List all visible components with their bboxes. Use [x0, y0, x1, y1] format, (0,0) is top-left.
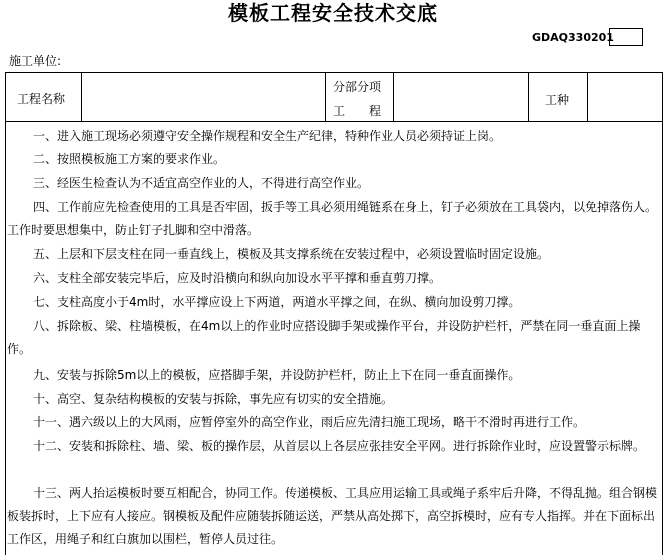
project-name-field[interactable] — [86, 74, 322, 120]
list-item: 三、经医生检查认为不适宜高空作业的人，不得进行高空作业。 — [33, 176, 370, 190]
header-table — [5, 72, 663, 122]
list-item: 七、支柱高度小于4m时，水平撑应设上下两道，两道水平撑之间，在纵、横向加设剪刀撑。 — [33, 295, 521, 309]
construction-unit-label: 施工单位: — [9, 54, 62, 68]
code-suffix-box[interactable] — [609, 28, 643, 46]
list-item: 五、上层和下层支柱在同一垂直线上，模板及其支撑系统在安装过程中，必须设置临时固定设施。 — [33, 247, 550, 261]
list-item: 一、进入施工现场必须遵守安全操作规程和安全生产纪律，特种作业人员必须持证上岗。 — [33, 129, 502, 143]
divider — [528, 73, 529, 121]
divider — [393, 73, 394, 121]
list-item: 四、工作前应先检查使用的工具是否牢固，扳手等工具必须用绳链系在身上，钉子必须放在工具袋内，以免掉落伤人。工作时要思想集中，防止钉子扎脚和空中滑落。 — [7, 200, 658, 237]
list-item: 十一、遇六级以上的大风雨，应暂停室外的高空作业，雨后应先清扫施工现场，略干不滑时再进行工作。 — [33, 415, 586, 429]
document-code: GDAQ330201 — [532, 31, 614, 44]
project-name-label: 工程名称 — [17, 92, 66, 106]
list-item: 六、支柱全部安装完毕后，应及时沿横向和纵向加设水平平撑和垂直剪刀撑。 — [33, 271, 442, 285]
document-title: 模板工程安全技术交底 — [228, 1, 438, 25]
divider — [587, 73, 588, 121]
list-item: 八、拆除板、梁、柱墙模板，在4m以上的作业时应搭设脚手架或操作平台，并设防护栏杆，严禁在同一垂直面上操作。 — [7, 319, 641, 356]
list-item: 二、按照模板施工方案的要求作业。 — [33, 152, 226, 166]
sub-project-label-line2: 工 程 — [333, 104, 382, 118]
divider — [325, 73, 326, 121]
list-item: 十、高空、复杂结构模板的安装与拆除，事先应有切实的安全措施。 — [33, 392, 394, 406]
work-type-field[interactable] — [592, 74, 660, 120]
list-item: 十三、两人抬运模板时要互相配合，协同工作。传递模板、工具应用运输工具或绳子系牢后升降，不得乱抛。组合钢模板装拆时，上下应有人接应。钢模板及配件应随装拆随运送，严禁从高处掷下，高空拆模时，应有专人指挥。并在下面标出工作区，用绳子和红白旗加以围栏，暂停人员过往。 — [7, 486, 658, 546]
divider — [81, 73, 82, 121]
work-type-label: 工种 — [545, 93, 570, 107]
sub-project-label-line1: 分部分项 — [333, 80, 382, 94]
list-item: 十二、安装和拆除柱、墙、梁、板的操作层，从首层以上各层应张挂安全平网。进行拆除作业时，应设置警示标牌。 — [33, 439, 646, 453]
sub-project-field[interactable] — [398, 74, 524, 120]
list-item: 九、安装与拆除5m以上的模板，应搭脚手架，并设防护栏杆，防止上下在同一垂直面操作。 — [33, 368, 521, 382]
